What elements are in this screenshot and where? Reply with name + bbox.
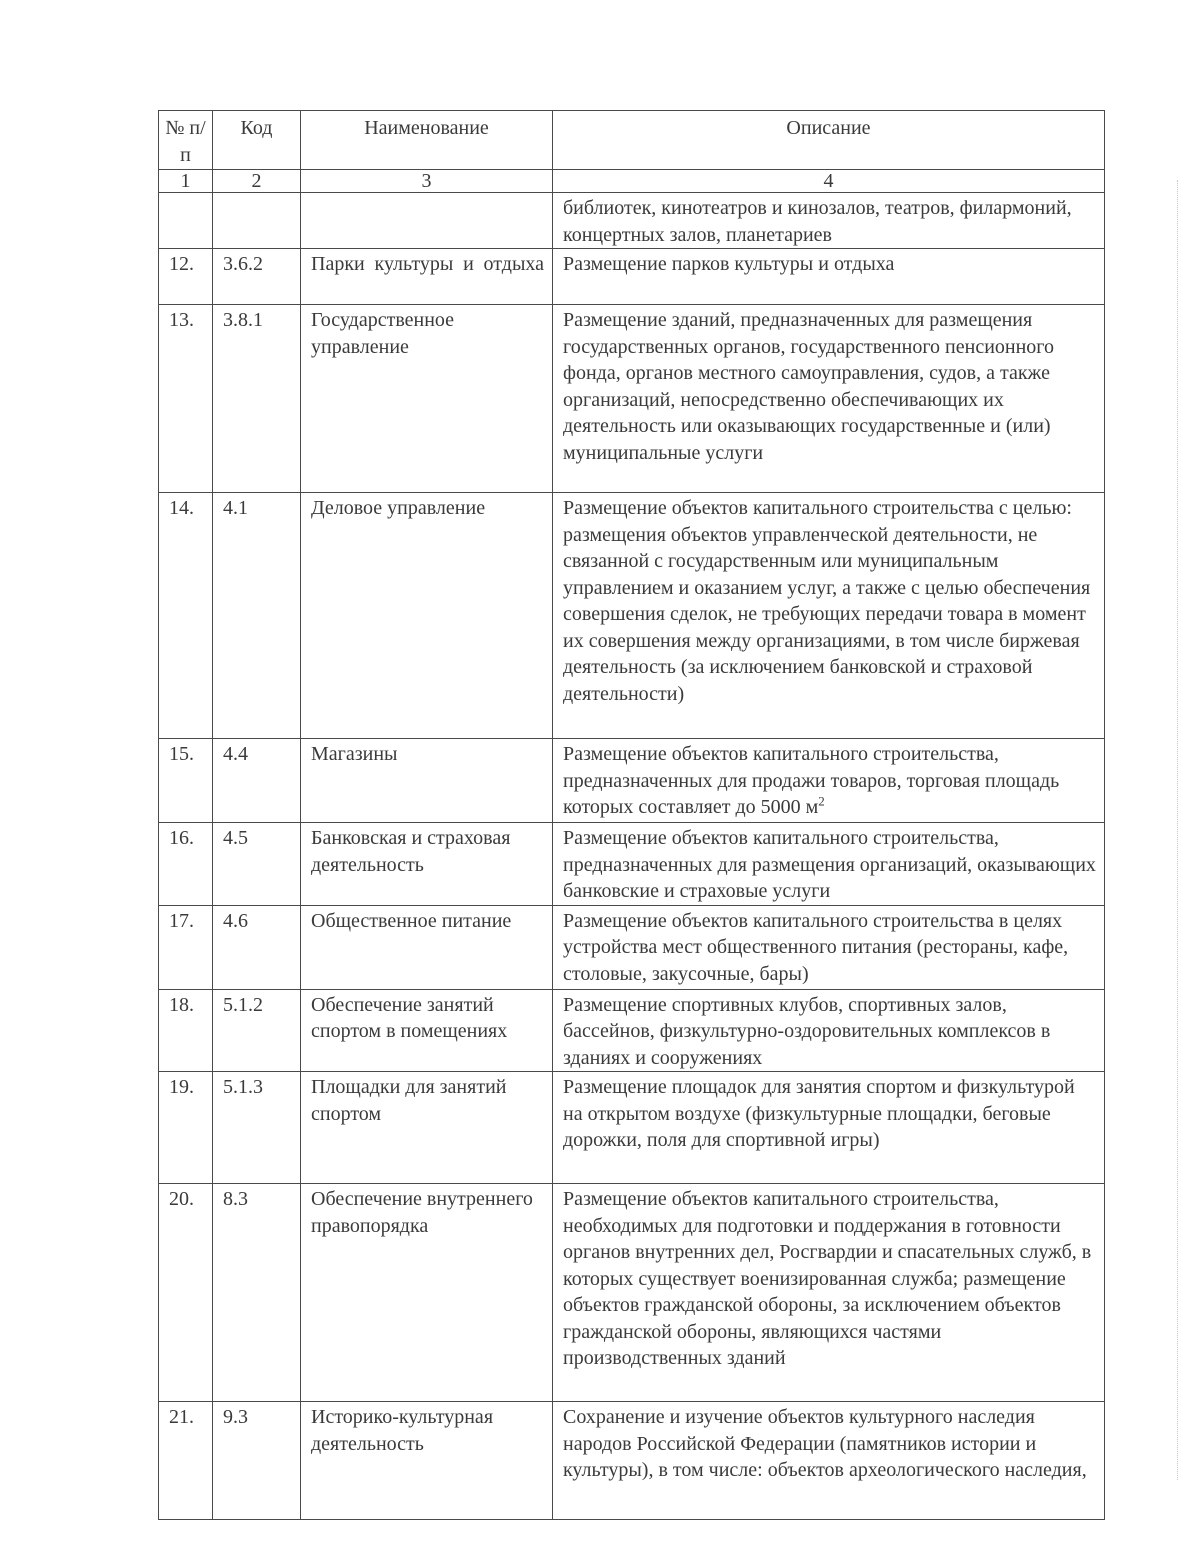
row-name: Банковская и страховая деятельность <box>301 823 553 906</box>
row-code: 5.1.2 <box>213 989 301 1072</box>
header-description: Описание <box>553 111 1105 170</box>
cell-empty <box>213 193 301 249</box>
table-row <box>159 905 1105 989</box>
row-description: Размещение объектов капитального строительства, предназначенных для размещения организаций, оказывающих банковские и страховые услуги <box>553 823 1105 906</box>
row-name: Обеспечение внутреннего правопорядка <box>301 1184 553 1402</box>
row-number: 21. <box>159 1402 213 1520</box>
land-use-table <box>158 110 1105 1520</box>
row-description <box>553 739 1105 823</box>
table-header-row <box>159 111 1105 170</box>
row-code: 4.5 <box>213 823 301 906</box>
row-number: 14. <box>159 493 213 739</box>
row-name: Историко-культурная деятельность <box>301 1402 553 1520</box>
row-code: 4.1 <box>213 493 301 739</box>
header-code: Код <box>213 111 301 170</box>
cell-empty <box>301 193 553 249</box>
row-description: Размещение площадок для занятия спортом и физкультурой на открытом воздухе (физкультурные площадки, беговые дорожки, поля для спортивной игры) <box>553 1072 1105 1184</box>
column-number: 3 <box>301 170 553 193</box>
row-description: Сохранение и изучение объектов культурного наследия народов Российской Федерации (памятников истории и культуры), в том числе: объектов археологического наследия, <box>553 1402 1105 1520</box>
scan-edge-marks <box>1175 180 1178 1480</box>
header-name: Наименование <box>301 111 553 170</box>
row-code: 3.8.1 <box>213 305 301 493</box>
header-number: № п/п <box>159 111 213 170</box>
column-number-row <box>159 170 1105 193</box>
row-number: 16. <box>159 823 213 906</box>
table-row <box>159 1184 1105 1402</box>
cell-empty <box>159 193 213 249</box>
row-code: 8.3 <box>213 1184 301 1402</box>
row-description-text: Размещение объектов капитального строительства, предназначенных для продажи товаров, торговая площадь которых составляет до 5000 м <box>563 743 1060 818</box>
table-row <box>159 493 1105 739</box>
row-name: Площадки для занятий спортом <box>301 1072 553 1184</box>
row-name: Деловое управление <box>301 493 553 739</box>
table-row-continuation <box>159 193 1105 249</box>
table-row <box>159 305 1105 493</box>
row-code: 4.6 <box>213 905 301 989</box>
row-number: 18. <box>159 989 213 1072</box>
column-number: 4 <box>553 170 1105 193</box>
row-number: 13. <box>159 305 213 493</box>
area-unit-superscript: 2 <box>818 793 825 809</box>
row-description: Размещение объектов капитального строительства с целью: размещения объектов управленческой деятельности, не связанной с государственным или муниципальным управлением и оказанием услуг, а также с целью обеспечения совершения сделок, не требующих передачи товара в момент их совершения между организациями, в том числе биржевая деятельность (за исключением банковской и страховой деятельности) <box>553 493 1105 739</box>
row-code: 3.6.2 <box>213 249 301 305</box>
table-row <box>159 1072 1105 1184</box>
row-description: Размещение объектов капитального строительства в целях устройства мест общественного питания (рестораны, кафе, столовые, закусочные, бары) <box>553 905 1105 989</box>
row-description: Размещение объектов капитального строительства, необходимых для подготовки и поддержания в готовности органов внутренних дел, Росгвардии и спасательных служб, в которых существует военизированная служба; размещение объектов гражданской обороны, за исключением объектов гражданской обороны, являющихся частями производственных зданий <box>553 1184 1105 1402</box>
row-description: Размещение парков культуры и отдыха <box>553 249 1105 305</box>
continuation-description: библиотек, кинотеатров и кинозалов, театров, филармоний, концертных залов, планетариев <box>553 193 1105 249</box>
row-number: 17. <box>159 905 213 989</box>
row-name: Магазины <box>301 739 553 823</box>
row-code: 4.4 <box>213 739 301 823</box>
row-name: Государственное управление <box>301 305 553 493</box>
row-number: 15. <box>159 739 213 823</box>
row-name: Парки культуры и отдыха <box>301 249 553 305</box>
row-name: Обеспечение занятий спортом в помещениях <box>301 989 553 1072</box>
row-number: 20. <box>159 1184 213 1402</box>
table-row <box>159 823 1105 906</box>
column-number: 2 <box>213 170 301 193</box>
row-code: 9.3 <box>213 1402 301 1520</box>
row-code: 5.1.3 <box>213 1072 301 1184</box>
row-number: 19. <box>159 1072 213 1184</box>
row-name: Общественное питание <box>301 905 553 989</box>
row-description: Размещение зданий, предназначенных для размещения государственных органов, государственного пенсионного фонда, органов местного самоуправления, судов, а также организаций, непосредственно обеспечивающих их деятельность или оказывающих государственные и (или) муниципальные услуги <box>553 305 1105 493</box>
column-number: 1 <box>159 170 213 193</box>
table-row <box>159 739 1105 823</box>
table-row <box>159 989 1105 1072</box>
row-description: Размещение спортивных клубов, спортивных залов, бассейнов, физкультурно-оздоровительных комплексов в зданиях и сооружениях <box>553 989 1105 1072</box>
table-row <box>159 249 1105 305</box>
table-row <box>159 1402 1105 1520</box>
row-number: 12. <box>159 249 213 305</box>
